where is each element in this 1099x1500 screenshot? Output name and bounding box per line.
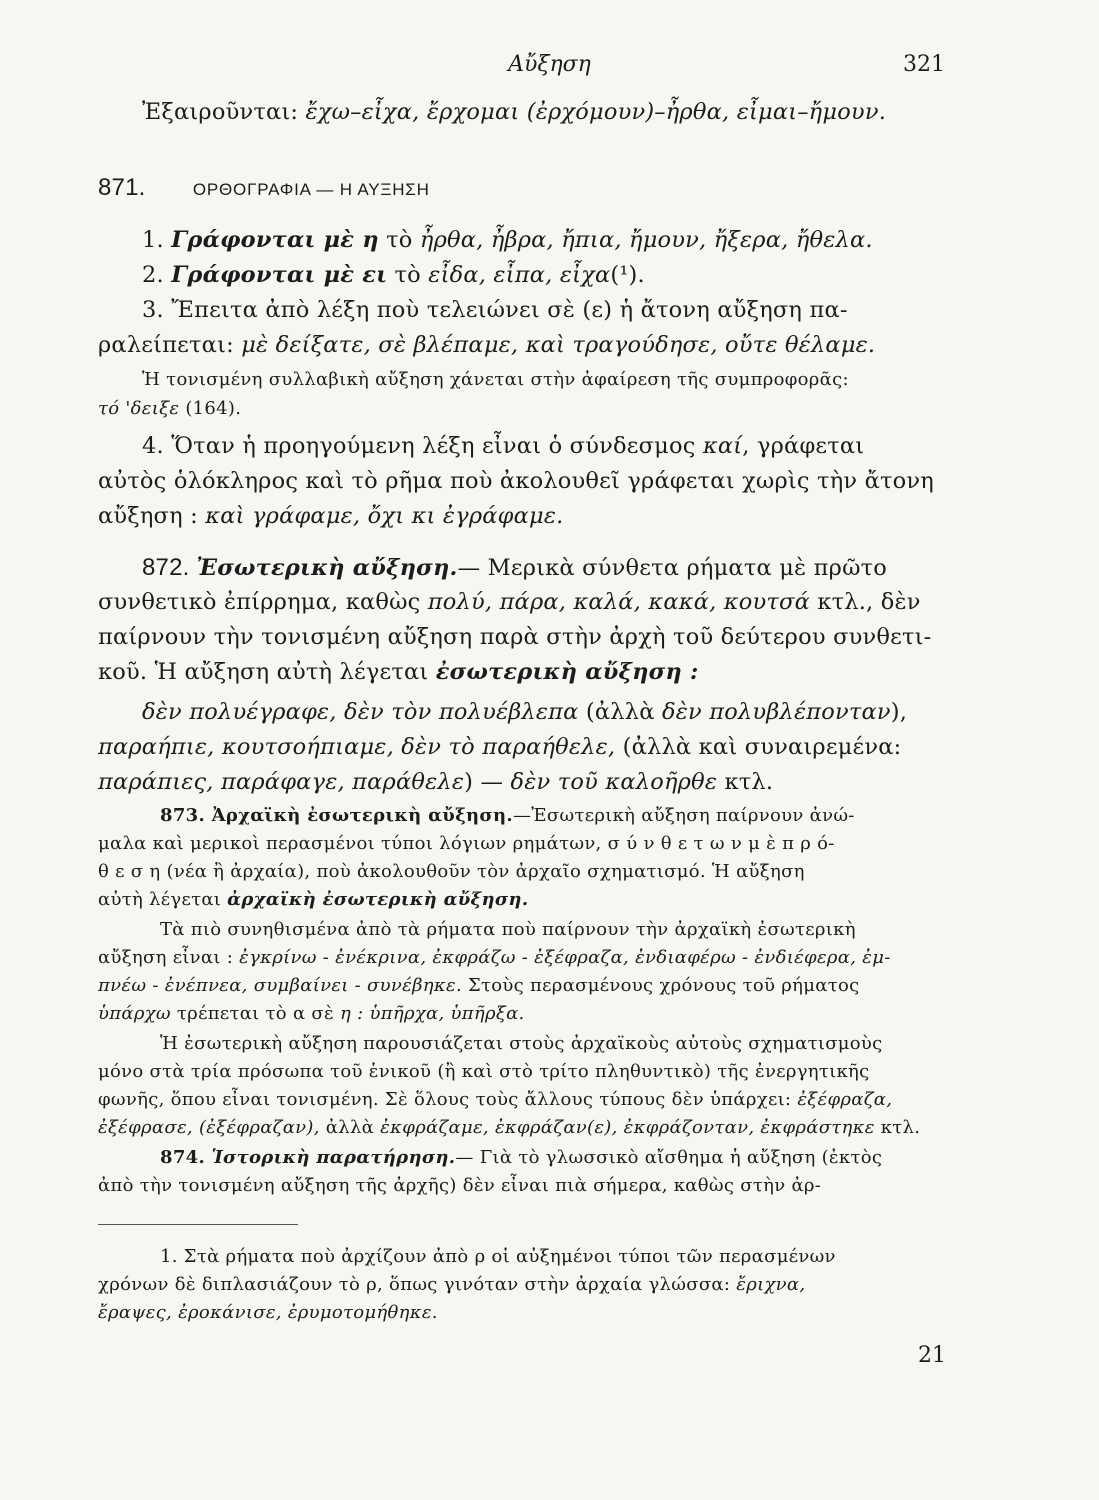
section-872-line-2: συνθετικὸ ἐπίρρημα, καθὼς πολύ, πάρα, καλά, κακά, κουτσά κτλ., δὲν	[98, 589, 921, 615]
section-873-line-4: αὐτὴ λέγεται ἀρχαϊκὴ ἐσωτερικὴ αὔξηση.	[98, 889, 529, 910]
rule-1: 1. Γράφονται μὲ η τὸ ἦρθα, ἦβρα, ἤπια, ἤμουν, ἤξερα, ἤθελα.	[142, 227, 873, 253]
section-872-line-4: κοῦ. Ἡ αὔξηση αὐτὴ λέγεται ἐσωτερικὴ αὔξηση :	[98, 659, 699, 685]
section-873-line-1: 873. Ἀρχαϊκὴ ἐσωτερικὴ αὔξηση.—Ἐσωτερικὴ αὔξηση παίρνουν ἀνώ-	[160, 805, 855, 826]
paragraph-3-line-4: ἐξέφρασε, (ἐξέφραζαν), ἀλλὰ ἐκφράζαμε, ἐκφράζαν(ε), ἐκφράζονταν, ἐκφράστηκε κτλ.	[98, 1117, 921, 1138]
section-872-line-3: παίρνουν τὴν τονισμένη αὔξηση παρὰ στὴν ἀρχὴ τοῦ δεύτερου συνθετι-	[98, 624, 932, 650]
section-871-heading: 871. ΟΡΘΟΓΡΑΦΙΑ — Η ΑΥΞΗΣΗ	[98, 174, 430, 201]
rule-3: 3. Ἔπειτα ἀπὸ λέξη ποὺ τελειώνει σὲ (ε) ἡ ἄτονη αὔξηση πα-	[142, 297, 848, 323]
rule-4-cont: αὐτὸς ὁλόκληρος καὶ τὸ ρῆμα ποὺ ἀκολουθεῖ γράφεται χωρὶς τὴν ἄτονη	[98, 468, 934, 494]
paragraph-2-line-3: πνέω - ἐνέπνεα, συμβαίνει - συνέβηκε. Στοὺς περασμένους χρόνους τοῦ ρήματος	[98, 975, 860, 996]
footnote-line-2: χρόνων δὲ διπλασιάζουν τὸ ρ, ὅπως γινόταν στὴν ἀρχαία γλώσσα: ἔριχνα,	[98, 1274, 806, 1295]
paragraph-3-line-1: Ἡ ἐσωτερικὴ αὔξηση παρουσιάζεται στοὺς ἀρχαϊκοὺς αὐτοὺς σχηματισμοὺς	[160, 1033, 883, 1054]
rule-4-cont-2: αὔξηση : καὶ γράφαμε, ὄχι κι ἐγράφαμε.	[98, 503, 564, 529]
rule-4: 4. Ὅταν ἡ προηγούμενη λέξη εἶναι ὁ σύνδεσμος καί, γράφεται	[142, 433, 865, 459]
paragraph-3-line-2: μόνο στὰ τρία πρόσωπα τοῦ ἑνικοῦ (ἢ καὶ στὸ τρίτο πληθυντικὸ) τῆς ἐνεργητικῆς	[98, 1061, 870, 1082]
note-line-1: Ἡ τονισμένη συλλαβικὴ αὔξηση χάνεται στὴν ἀφαίρεση τῆς συμπροφορᾶς:	[142, 369, 849, 390]
section-874-line-1: 874. Ἱστορικὴ παρατήρηση.— Γιὰ τὸ γλωσσικὸ αἴσθημα ἡ αὔξηση (ἐκτὸς	[160, 1147, 883, 1168]
signature-number: 21	[918, 1343, 946, 1368]
section-873-line-2: μαλα καὶ μερικοὶ περασμένοι τύποι λόγιων ρημάτων, σ ύ ν θ ε τ ω ν μ ὲ π ρ ό-	[98, 833, 835, 854]
paragraph-2-line-2: αὔξηση εἶναι : ἐγκρίνω - ἐνέκρινα, ἐκφράζω - ἐξέφραζα, ἐνδιαφέρω - ἐνδιέφερα, ἐμ-	[98, 947, 891, 968]
example-line-1: δὲν πολυέγραφε, δὲν τὸν πολυέβλεπα (ἀλλὰ δὲν πολυβλέπονταν),	[142, 699, 908, 725]
page-number: 321	[903, 52, 945, 77]
rule-2: 2. Γράφονται μὲ ει τὸ εἶδα, εἶπα, εἶχα(¹).	[142, 262, 645, 288]
example-line-3: παράπιες, παράφαγε, παράθελε) — δὲν τοῦ καλοῆρθε κτλ.	[98, 769, 774, 795]
note-line-2: τό 'δειξε (164).	[98, 398, 242, 419]
running-title: Αὔξηση	[508, 52, 591, 77]
section-873-line-3: θ ε σ η (νέα ἢ ἀρχαία), ποὺ ἀκολουθοῦν τὸν ἀρχαῖο σχηματισμό. Ἡ αὔξηση	[98, 861, 805, 882]
section-874-line-2: ἀπὸ τὴν τονισμένη αὔξηση τῆς ἀρχῆς) δὲν εἶναι πιὰ σήμερα, καθὼς στὴν ἀρ-	[98, 1175, 822, 1196]
paragraph-2-line-1: Τὰ πιὸ συνηθισμένα ἀπὸ τὰ ρήματα ποὺ παίρνουν τὴν ἀρχαϊκὴ ἐσωτερικὴ	[160, 919, 856, 940]
rule-3-cont: ραλείπεται: μὲ δείξατε, σὲ βλέπαμε, καὶ τραγούδησε, οὔτε θέλαμε.	[98, 332, 876, 358]
example-line-2: παραήπιε, κουτσοήπιαμε, δὲν τὸ παραήθελε, (ἀλλὰ καὶ συναιρεμένα:	[98, 734, 902, 760]
section-872-line-1: 872. Ἐσωτερικὴ αὔξηση.— Μερικὰ σύνθετα ρήματα μὲ πρῶτο	[142, 554, 888, 581]
paragraph-2-line-4: ὑπάρχω τρέπεται τὸ α σὲ η : ὑπῆρχα, ὑπῆρξα.	[98, 1003, 525, 1024]
paragraph-3-line-3: φωνῆς, ὅπου εἶναι τονισμένη. Σὲ ὅλους τοὺς ἄλλους τύπους δὲν ὑπάρχει: ἐξέφραζα,	[98, 1089, 893, 1110]
footnote-rule	[98, 1224, 298, 1225]
footnote-line-1: 1. Στὰ ρήματα ποὺ ἀρχίζουν ἀπὸ ρ οἱ αὐξημένοι τύποι τῶν περασμένων	[160, 1246, 836, 1267]
exceptions-line: Ἐξαιροῦνται: ἔχω–εἶχα, ἔρχομαι (ἐρχόμουν)–ἦρθα, εἶμαι–ἤμουν.	[142, 99, 887, 125]
footnote-line-3: ἔραψες, ἐροκάνισε, ἐρυμοτομήθηκε.	[98, 1302, 438, 1323]
